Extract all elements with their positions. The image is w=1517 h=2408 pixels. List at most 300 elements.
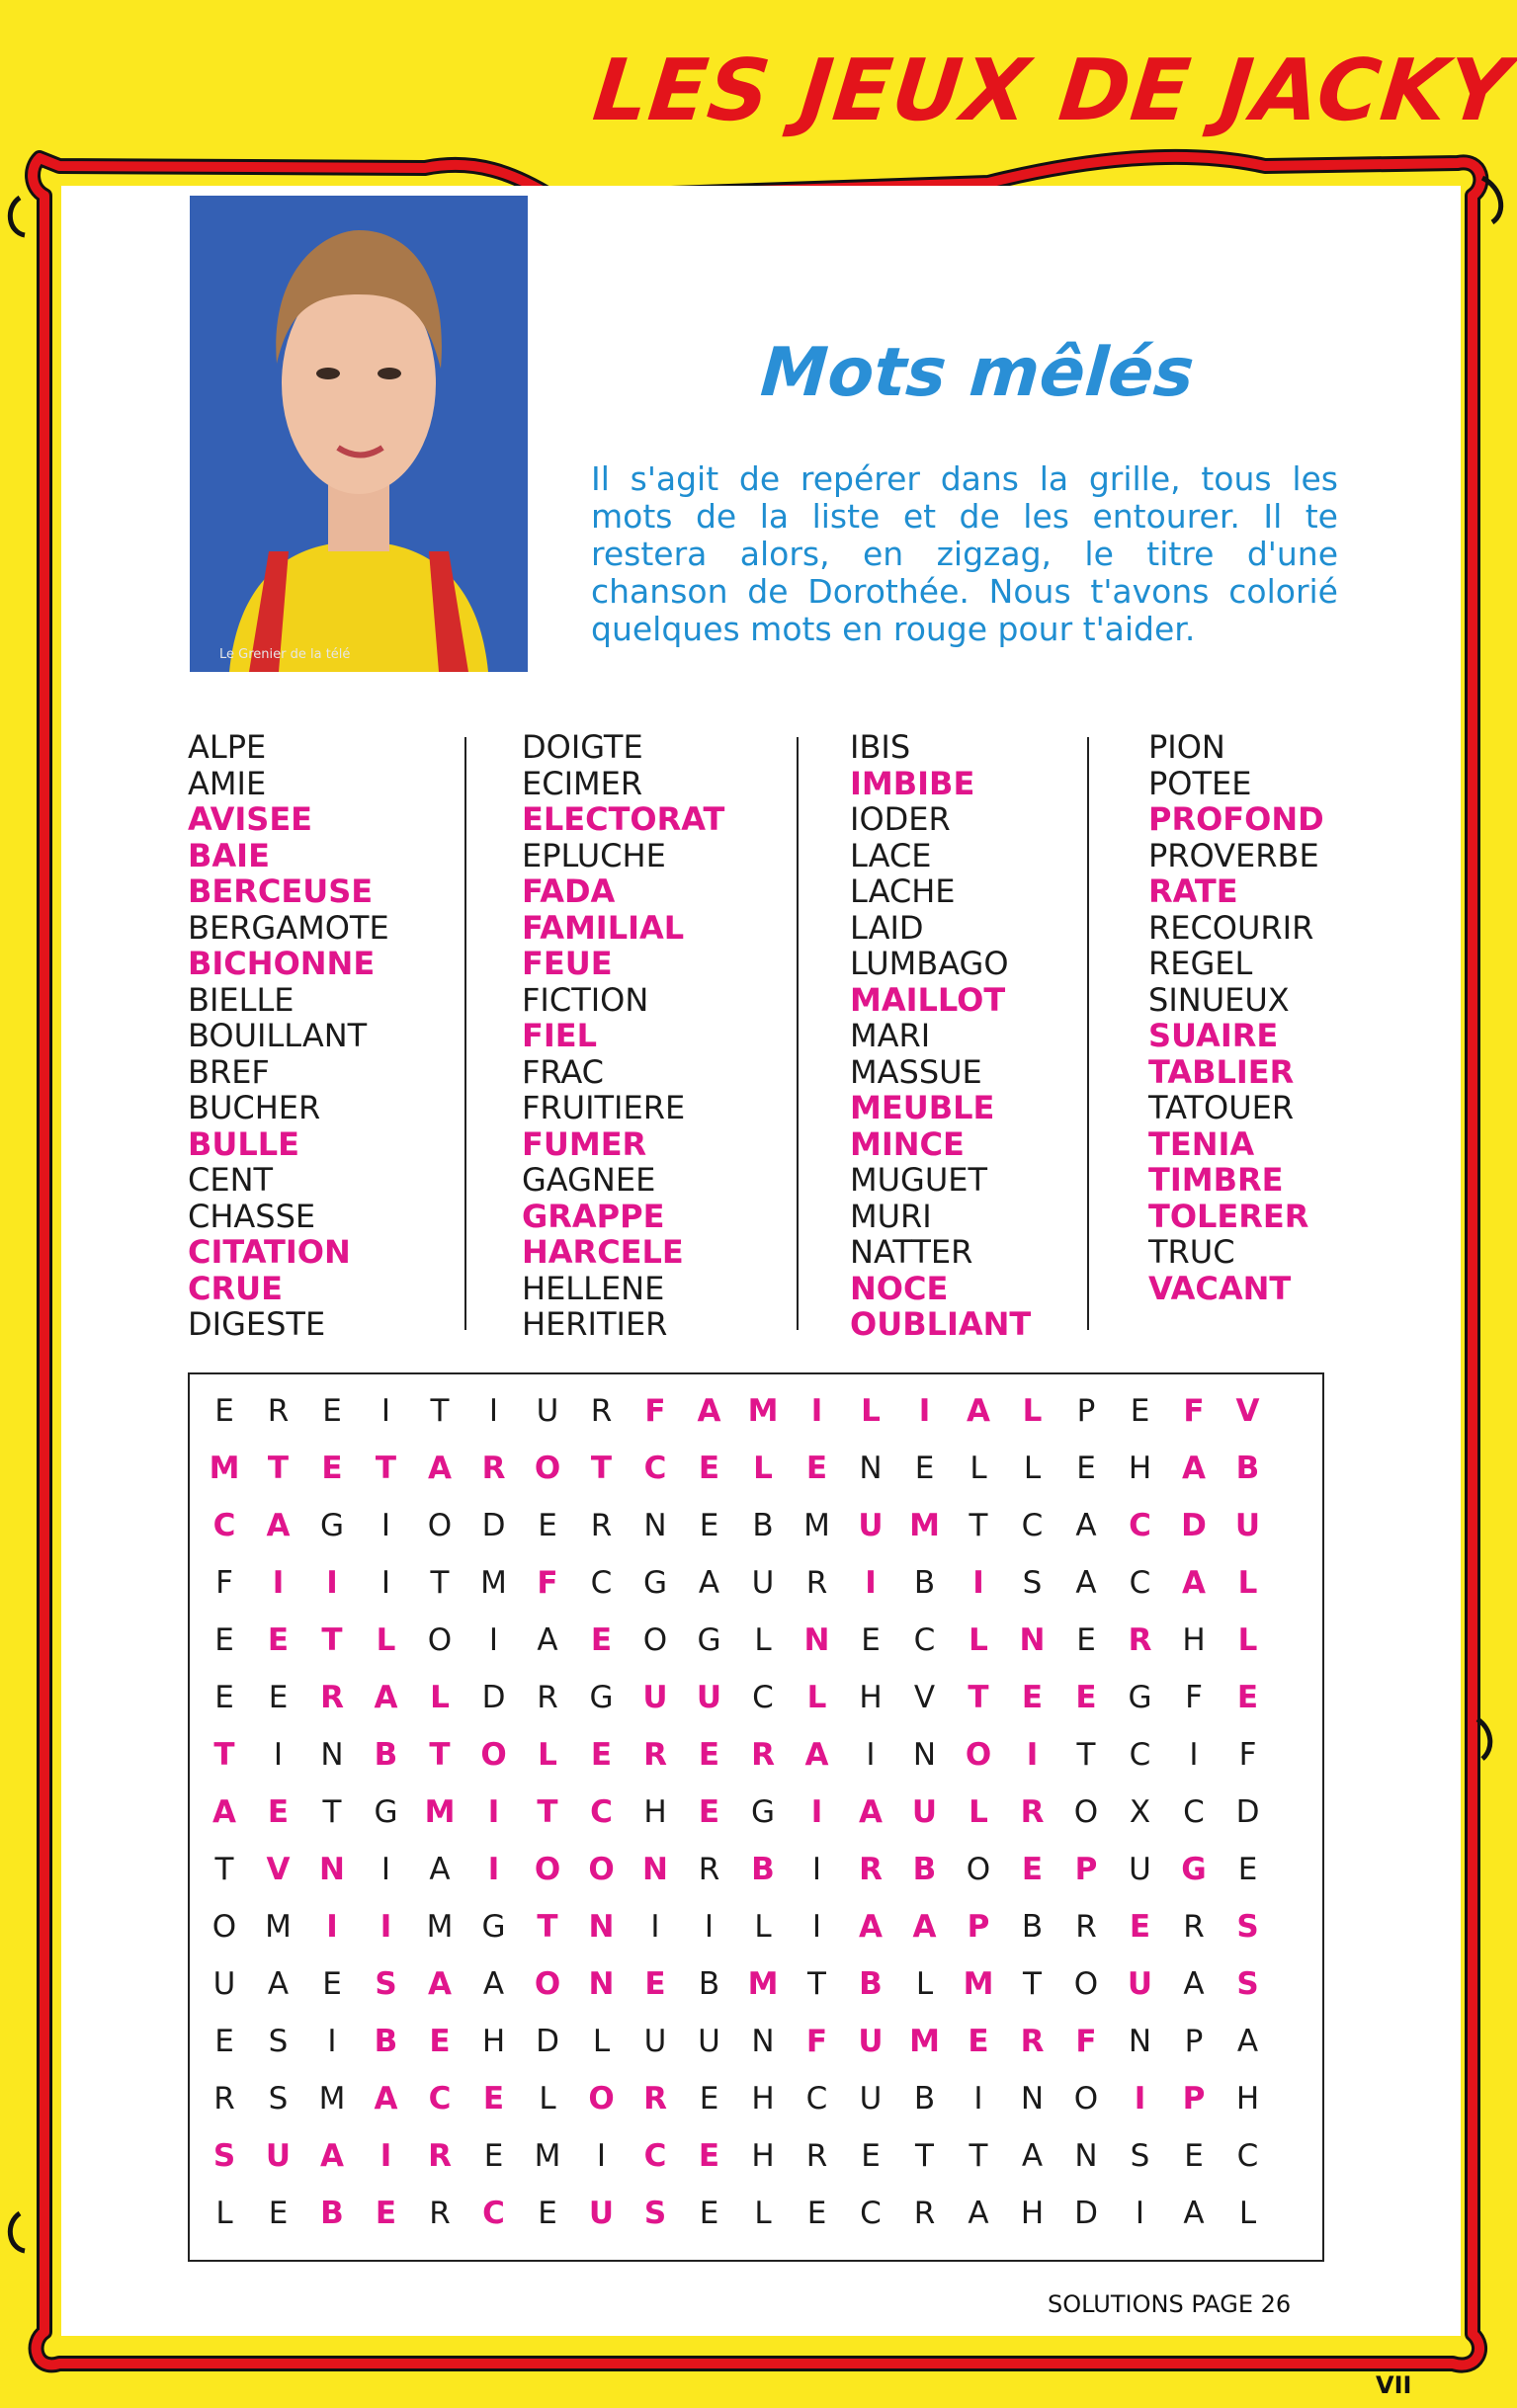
grid-letter[interactable]: O xyxy=(534,1852,561,1887)
grid-letter[interactable]: E xyxy=(1021,1680,1044,1715)
grid-letter[interactable]: P xyxy=(1076,1393,1096,1429)
grid-letter[interactable]: I xyxy=(327,2024,337,2059)
grid-letter[interactable]: M xyxy=(803,1508,830,1543)
grid-letter[interactable]: M xyxy=(480,1565,507,1601)
grid-letter[interactable]: E xyxy=(268,2196,289,2231)
grid-letter[interactable]: E xyxy=(698,1737,720,1773)
grid-letter[interactable]: R xyxy=(643,1737,667,1773)
grid-letter[interactable]: L xyxy=(754,1909,772,1945)
grid-letter[interactable]: C xyxy=(1129,1737,1151,1773)
grid-letter[interactable]: S xyxy=(212,2138,236,2174)
grid-letter[interactable]: B xyxy=(752,1508,774,1543)
grid-letter[interactable]: R xyxy=(913,2196,936,2231)
grid-letter[interactable]: T xyxy=(214,1852,234,1887)
grid-letter[interactable]: A xyxy=(429,1852,451,1887)
grid-letter[interactable]: I xyxy=(704,1909,715,1945)
grid-letter[interactable]: M xyxy=(424,1794,456,1830)
grid-letter[interactable]: E xyxy=(538,1508,557,1543)
grid-letter[interactable]: C xyxy=(212,1508,236,1543)
grid-letter[interactable]: L xyxy=(376,1622,396,1658)
grid-letter[interactable]: E xyxy=(322,1966,342,2002)
grid-letter[interactable]: T xyxy=(213,1737,235,1773)
grid-letter[interactable]: A xyxy=(212,1794,236,1830)
grid-letter[interactable]: A xyxy=(1183,2196,1205,2231)
grid-letter[interactable]: M xyxy=(534,2138,561,2174)
grid-letter[interactable]: N xyxy=(1019,1622,1046,1658)
grid-letter[interactable]: I xyxy=(488,1622,499,1658)
grid-letter[interactable]: C xyxy=(643,1451,667,1486)
grid-letter[interactable]: E xyxy=(1236,1680,1259,1715)
grid-letter[interactable]: M xyxy=(209,1451,240,1486)
grid-letter[interactable]: T xyxy=(322,1794,342,1830)
grid-letter[interactable]: E xyxy=(322,1393,342,1429)
grid-letter[interactable]: E xyxy=(1130,1393,1150,1429)
grid-letter[interactable]: T xyxy=(375,1451,397,1486)
grid-letter[interactable]: U xyxy=(698,2024,720,2059)
grid-letter[interactable]: R xyxy=(590,1508,613,1543)
grid-letter[interactable]: R xyxy=(859,1852,883,1887)
grid-letter[interactable]: I xyxy=(380,1508,391,1543)
grid-letter[interactable]: T xyxy=(1076,1737,1096,1773)
grid-letter[interactable]: C xyxy=(1021,1508,1044,1543)
grid-letter[interactable]: S xyxy=(643,2196,667,2231)
grid-letter[interactable]: A xyxy=(804,1737,829,1773)
grid-letter[interactable]: D xyxy=(1074,2196,1098,2231)
grid-letter[interactable]: I xyxy=(650,1909,660,1945)
grid-letter[interactable]: A xyxy=(428,1966,452,2002)
grid-letter[interactable]: T xyxy=(430,1565,450,1601)
grid-letter[interactable]: G xyxy=(642,1565,668,1601)
grid-letter[interactable]: O xyxy=(534,1966,561,2002)
grid-letter[interactable]: L xyxy=(1023,1451,1042,1486)
grid-letter[interactable]: H xyxy=(1235,2081,1260,2117)
grid-letter[interactable]: A xyxy=(1183,1966,1205,2002)
grid-letter[interactable]: G xyxy=(1128,1680,1152,1715)
grid-letter[interactable]: A xyxy=(267,1966,290,2002)
grid-letter[interactable]: L xyxy=(215,2196,233,2231)
grid-letter[interactable]: T xyxy=(321,1622,343,1658)
grid-letter[interactable]: E xyxy=(321,1451,343,1486)
grid-letter[interactable]: P xyxy=(1184,2024,1204,2059)
grid-letter[interactable]: R xyxy=(481,1451,506,1486)
grid-letter[interactable]: E xyxy=(1237,1852,1258,1887)
grid-letter[interactable]: S xyxy=(1022,1565,1043,1601)
grid-letter[interactable]: I xyxy=(1189,1737,1199,1773)
grid-letter[interactable]: C xyxy=(1129,1565,1151,1601)
grid-letter[interactable]: E xyxy=(429,2024,451,2059)
grid-letter[interactable]: E xyxy=(375,2196,397,2231)
grid-letter[interactable]: N xyxy=(859,1451,883,1486)
grid-letter[interactable]: S xyxy=(268,2024,289,2059)
grid-letter[interactable]: C xyxy=(643,2138,667,2174)
grid-letter[interactable]: H xyxy=(1128,1451,1152,1486)
grid-letter[interactable]: O xyxy=(1073,1966,1099,2002)
grid-letter[interactable]: B xyxy=(912,1852,937,1887)
grid-letter[interactable]: T xyxy=(1023,1966,1042,2002)
grid-letter[interactable]: A xyxy=(1236,2024,1259,2059)
grid-letter[interactable]: U xyxy=(751,1565,775,1601)
grid-letter[interactable]: A xyxy=(1182,1451,1206,1486)
grid-letter[interactable]: S xyxy=(375,1966,397,2002)
grid-letter[interactable]: E xyxy=(590,1622,613,1658)
grid-letter[interactable]: H xyxy=(481,2024,506,2059)
grid-letter[interactable]: O xyxy=(427,1622,453,1658)
grid-letter[interactable]: T xyxy=(267,1451,290,1486)
grid-letter[interactable]: R xyxy=(1183,1909,1205,1945)
grid-letter[interactable]: L xyxy=(1022,1393,1043,1429)
grid-letter[interactable]: I xyxy=(1135,2196,1145,2231)
grid-letter[interactable]: U xyxy=(642,1680,668,1715)
grid-letter[interactable]: M xyxy=(747,1966,779,2002)
grid-letter[interactable]: E xyxy=(214,1393,234,1429)
grid-letter[interactable]: R xyxy=(267,1393,290,1429)
grid-letter[interactable]: E xyxy=(214,2024,234,2059)
grid-letter[interactable]: U xyxy=(859,2081,883,2117)
grid-letter[interactable]: U xyxy=(265,2138,292,2174)
grid-letter[interactable]: H xyxy=(859,1680,883,1715)
grid-letter[interactable]: H xyxy=(1020,2196,1045,2231)
grid-letter[interactable]: I xyxy=(380,1852,391,1887)
grid-letter[interactable]: C xyxy=(1183,1794,1205,1830)
grid-letter[interactable]: B xyxy=(913,2081,936,2117)
grid-letter[interactable]: A xyxy=(537,1622,558,1658)
grid-letter[interactable]: R xyxy=(698,1852,720,1887)
grid-letter[interactable]: F xyxy=(805,2024,828,2059)
grid-letter[interactable]: N xyxy=(1020,2081,1045,2117)
grid-letter[interactable]: H xyxy=(1182,1622,1206,1658)
grid-letter[interactable]: T xyxy=(537,1794,558,1830)
grid-letter[interactable]: I xyxy=(811,1909,822,1945)
grid-letter[interactable]: O xyxy=(588,2081,615,2117)
grid-letter[interactable]: B xyxy=(320,2196,344,2231)
grid-letter[interactable]: B xyxy=(751,1852,775,1887)
grid-letter[interactable]: R xyxy=(429,2196,451,2231)
grid-letter[interactable]: F xyxy=(644,1393,666,1429)
grid-letter[interactable]: V xyxy=(266,1852,291,1887)
grid-letter[interactable]: I xyxy=(1134,2081,1146,2117)
grid-letter[interactable]: T xyxy=(915,2138,934,2174)
grid-letter[interactable]: I xyxy=(596,2138,607,2174)
grid-letter[interactable]: G xyxy=(319,1508,345,1543)
grid-letter[interactable]: F xyxy=(1183,1393,1205,1429)
grid-letter[interactable]: O xyxy=(427,1508,453,1543)
grid-letter[interactable]: G xyxy=(697,1622,721,1658)
grid-letter[interactable]: C xyxy=(428,2081,452,2117)
grid-letter[interactable]: E xyxy=(483,2138,504,2174)
grid-letter[interactable]: L xyxy=(1238,2196,1257,2231)
grid-letter[interactable]: E xyxy=(1129,1909,1151,1945)
grid-letter[interactable]: I xyxy=(972,1565,984,1601)
grid-letter[interactable]: U xyxy=(858,2024,884,2059)
grid-letter[interactable]: L xyxy=(969,1794,988,1830)
grid-letter[interactable]: R xyxy=(1075,1909,1097,1945)
grid-letter[interactable]: U xyxy=(536,1393,559,1429)
grid-letter[interactable]: R xyxy=(805,2138,828,2174)
grid-letter[interactable]: D xyxy=(481,1680,506,1715)
grid-letter[interactable]: R xyxy=(1020,1794,1045,1830)
grid-letter[interactable]: F xyxy=(537,1565,558,1601)
grid-letter[interactable]: E xyxy=(1075,1680,1097,1715)
grid-letter[interactable]: E xyxy=(861,2138,881,2174)
grid-letter[interactable]: T xyxy=(969,1508,988,1543)
grid-letter[interactable]: P xyxy=(1074,1852,1098,1887)
grid-letter[interactable]: C xyxy=(590,1794,613,1830)
grid-letter[interactable]: V xyxy=(913,1680,936,1715)
grid-letter[interactable]: O xyxy=(966,1852,991,1887)
grid-letter[interactable]: U xyxy=(588,2196,615,2231)
grid-letter[interactable]: A xyxy=(967,1393,990,1429)
grid-letter[interactable]: M xyxy=(747,1393,779,1429)
grid-letter[interactable]: E xyxy=(1021,1852,1044,1887)
grid-letter[interactable]: I xyxy=(488,1393,499,1429)
grid-letter[interactable]: R xyxy=(1128,1622,1152,1658)
grid-letter[interactable]: F xyxy=(1238,1737,1257,1773)
grid-letter[interactable]: I xyxy=(273,1737,284,1773)
grid-letter[interactable]: M xyxy=(426,1909,454,1945)
grid-letter[interactable]: D xyxy=(481,1508,506,1543)
grid-letter[interactable]: L xyxy=(753,1451,773,1486)
grid-letter[interactable]: D xyxy=(1181,1508,1207,1543)
grid-letter[interactable]: E xyxy=(214,1680,234,1715)
grid-letter[interactable]: C xyxy=(482,2196,505,2231)
grid-letter[interactable]: A xyxy=(482,1966,505,2002)
grid-letter[interactable]: E xyxy=(267,1794,290,1830)
grid-letter[interactable]: S xyxy=(1236,1909,1259,1945)
grid-letter[interactable]: H xyxy=(643,1794,667,1830)
grid-letter[interactable]: A xyxy=(320,2138,344,2174)
grid-letter[interactable]: A xyxy=(968,2196,989,2231)
grid-letter[interactable]: A xyxy=(374,2081,398,2117)
grid-letter[interactable]: N xyxy=(803,1622,830,1658)
grid-letter[interactable]: I xyxy=(272,1565,285,1601)
grid-letter[interactable]: I xyxy=(380,1565,391,1601)
grid-letter[interactable]: A xyxy=(1182,1565,1206,1601)
grid-letter[interactable]: M xyxy=(963,1966,994,2002)
grid-letter[interactable]: N xyxy=(912,1737,937,1773)
grid-letter[interactable]: E xyxy=(538,2196,557,2231)
grid-letter[interactable]: H xyxy=(751,2081,775,2117)
grid-letter[interactable]: N xyxy=(588,1909,615,1945)
grid-letter[interactable]: I xyxy=(866,1737,876,1773)
grid-letter[interactable]: O xyxy=(211,1909,237,1945)
grid-letter[interactable]: B xyxy=(859,1966,883,2002)
grid-letter[interactable]: B xyxy=(374,1737,398,1773)
grid-letter[interactable]: E xyxy=(268,1680,289,1715)
grid-letter[interactable]: T xyxy=(429,1737,451,1773)
grid-letter[interactable]: U xyxy=(1129,1852,1151,1887)
grid-letter[interactable]: L xyxy=(969,1451,987,1486)
grid-letter[interactable]: E xyxy=(914,1451,935,1486)
grid-letter[interactable]: C xyxy=(913,1622,936,1658)
grid-letter[interactable]: A xyxy=(697,1393,721,1429)
grid-letter[interactable]: A xyxy=(859,1794,883,1830)
grid-letter[interactable]: E xyxy=(699,1508,719,1543)
grid-letter[interactable]: L xyxy=(861,1393,881,1429)
grid-letter[interactable]: O xyxy=(1073,1794,1099,1830)
grid-letter[interactable]: L xyxy=(1237,1622,1258,1658)
grid-letter[interactable]: N xyxy=(1128,2024,1152,2059)
grid-letter[interactable]: G xyxy=(1181,1852,1207,1887)
grid-letter[interactable]: E xyxy=(1184,2138,1204,2174)
grid-letter[interactable]: N xyxy=(751,2024,775,2059)
grid-letter[interactable]: B xyxy=(1021,1909,1044,1945)
grid-letter[interactable]: R xyxy=(1020,2024,1045,2059)
grid-letter[interactable]: I xyxy=(973,2081,983,2117)
grid-letter[interactable]: B xyxy=(913,1565,936,1601)
grid-letter[interactable]: A xyxy=(698,1565,720,1601)
grid-letter[interactable]: D xyxy=(536,2024,559,2059)
grid-letter[interactable]: D xyxy=(1235,1794,1260,1830)
grid-letter[interactable]: G xyxy=(481,1909,506,1945)
grid-letter[interactable]: I xyxy=(326,1565,338,1601)
grid-letter[interactable]: M xyxy=(318,2081,346,2117)
grid-letter[interactable]: L xyxy=(806,1680,827,1715)
grid-letter[interactable]: A xyxy=(266,1508,291,1543)
grid-letter[interactable]: T xyxy=(430,1393,450,1429)
grid-letter[interactable]: B xyxy=(698,1966,720,2002)
grid-letter[interactable]: N xyxy=(642,1852,668,1887)
grid-letter[interactable]: U xyxy=(212,1966,236,2002)
grid-letter[interactable]: L xyxy=(592,2024,611,2059)
grid-letter[interactable]: I xyxy=(487,1794,500,1830)
grid-letter[interactable]: I xyxy=(918,1393,931,1429)
grid-letter[interactable]: A xyxy=(374,1680,398,1715)
grid-letter[interactable]: I xyxy=(326,1909,338,1945)
grid-letter[interactable]: F xyxy=(1185,1680,1203,1715)
grid-letter[interactable]: P xyxy=(967,1909,990,1945)
grid-letter[interactable]: E xyxy=(699,2196,719,2231)
grid-letter[interactable]: R xyxy=(805,1565,828,1601)
grid-letter[interactable]: N xyxy=(1074,2138,1098,2174)
grid-letter[interactable]: G xyxy=(374,1794,398,1830)
grid-letter[interactable]: F xyxy=(215,1565,233,1601)
grid-letter[interactable]: C xyxy=(860,2196,882,2231)
grid-letter[interactable]: T xyxy=(968,1680,989,1715)
grid-letter[interactable]: S xyxy=(268,2081,289,2117)
grid-letter[interactable]: A xyxy=(1075,1565,1097,1601)
grid-letter[interactable]: B xyxy=(1235,1451,1260,1486)
grid-letter[interactable]: E xyxy=(861,1622,881,1658)
grid-letter[interactable]: U xyxy=(911,1794,938,1830)
grid-letter[interactable]: U xyxy=(643,2024,667,2059)
grid-letter[interactable]: U xyxy=(858,1508,884,1543)
grid-letter[interactable]: E xyxy=(1076,1622,1096,1658)
grid-letter[interactable]: R xyxy=(590,1393,613,1429)
grid-letter[interactable]: L xyxy=(539,2081,556,2117)
grid-letter[interactable]: E xyxy=(482,2081,505,2117)
grid-letter[interactable]: I xyxy=(1026,1737,1039,1773)
grid-letter[interactable]: C xyxy=(1236,2138,1259,2174)
grid-letter[interactable]: U xyxy=(1234,1508,1261,1543)
grid-letter[interactable]: C xyxy=(752,1680,774,1715)
grid-letter[interactable]: R xyxy=(751,1737,775,1773)
grid-letter[interactable]: N xyxy=(643,1508,667,1543)
grid-letter[interactable]: A xyxy=(428,1451,452,1486)
grid-letter[interactable]: M xyxy=(909,2024,940,2059)
grid-letter[interactable]: C xyxy=(590,1565,613,1601)
grid-letter[interactable]: I xyxy=(487,1852,500,1887)
grid-letter[interactable]: E xyxy=(698,1794,720,1830)
grid-letter[interactable]: T xyxy=(590,1451,613,1486)
grid-letter[interactable]: I xyxy=(810,1794,823,1830)
grid-letter[interactable]: E xyxy=(698,2138,720,2174)
grid-letter[interactable]: N xyxy=(320,1737,344,1773)
grid-letter[interactable]: A xyxy=(912,1909,937,1945)
grid-letter[interactable]: R xyxy=(213,2081,235,2117)
grid-letter[interactable]: E xyxy=(590,1737,613,1773)
grid-letter[interactable]: L xyxy=(915,1966,934,2002)
grid-letter[interactable]: I xyxy=(379,2138,392,2174)
grid-letter[interactable]: O xyxy=(965,1737,992,1773)
grid-letter[interactable]: G xyxy=(589,1680,614,1715)
grid-letter[interactable]: V xyxy=(1235,1393,1260,1429)
grid-letter[interactable]: N xyxy=(588,1966,615,2002)
grid-letter[interactable]: A xyxy=(859,1909,883,1945)
grid-letter[interactable]: U xyxy=(696,1680,722,1715)
grid-letter[interactable]: E xyxy=(698,1451,720,1486)
grid-letter[interactable]: E xyxy=(644,1966,666,2002)
grid-letter[interactable]: U xyxy=(1127,1966,1153,2002)
grid-letter[interactable]: F xyxy=(1075,2024,1097,2059)
grid-letter[interactable]: G xyxy=(750,1794,776,1830)
grid-letter[interactable]: O xyxy=(480,1737,507,1773)
grid-letter[interactable]: I xyxy=(865,1565,877,1601)
grid-letter[interactable]: O xyxy=(534,1451,561,1486)
grid-letter[interactable]: T xyxy=(969,2138,988,2174)
grid-letter[interactable]: A xyxy=(1021,2138,1044,2174)
grid-letter[interactable]: E xyxy=(1076,1451,1096,1486)
grid-letter[interactable]: L xyxy=(430,1680,450,1715)
grid-letter[interactable]: A xyxy=(1075,1508,1097,1543)
grid-letter[interactable]: O xyxy=(1073,2081,1099,2117)
grid-letter[interactable]: I xyxy=(380,1393,391,1429)
grid-letter[interactable]: E xyxy=(806,2196,827,2231)
grid-letter[interactable]: E xyxy=(214,1622,234,1658)
grid-letter[interactable]: I xyxy=(811,1852,822,1887)
grid-letter[interactable]: E xyxy=(805,1451,828,1486)
grid-letter[interactable]: E xyxy=(267,1622,290,1658)
grid-letter[interactable]: L xyxy=(969,1622,988,1658)
grid-letter[interactable]: I xyxy=(810,1393,823,1429)
grid-letter[interactable]: E xyxy=(968,2024,989,2059)
grid-letter[interactable]: T xyxy=(537,1909,558,1945)
grid-letter[interactable]: X xyxy=(1129,1794,1151,1830)
grid-letter[interactable]: L xyxy=(1237,1565,1258,1601)
grid-letter[interactable]: L xyxy=(754,2196,772,2231)
grid-letter[interactable]: C xyxy=(1129,1508,1151,1543)
grid-letter[interactable]: T xyxy=(807,1966,826,2002)
grid-letter[interactable]: S xyxy=(1130,2138,1150,2174)
grid-letter[interactable]: R xyxy=(537,1680,558,1715)
grid-letter[interactable]: O xyxy=(588,1852,615,1887)
grid-letter[interactable]: M xyxy=(265,1909,292,1945)
grid-letter[interactable]: L xyxy=(538,1737,557,1773)
grid-letter[interactable]: E xyxy=(699,2081,719,2117)
grid-letter[interactable]: I xyxy=(379,1909,392,1945)
grid-letter[interactable]: C xyxy=(805,2081,828,2117)
grid-letter[interactable]: R xyxy=(428,2138,452,2174)
grid-letter[interactable]: M xyxy=(909,1508,940,1543)
grid-letter[interactable]: H xyxy=(751,2138,775,2174)
grid-letter[interactable]: L xyxy=(754,1622,772,1658)
grid-letter[interactable]: P xyxy=(1182,2081,1206,2117)
grid-letter[interactable]: R xyxy=(320,1680,344,1715)
grid-letter[interactable]: O xyxy=(642,1622,668,1658)
grid-letter[interactable]: N xyxy=(319,1852,345,1887)
grid-letter[interactable]: R xyxy=(643,2081,667,2117)
grid-letter[interactable]: B xyxy=(374,2024,398,2059)
grid-letter[interactable]: S xyxy=(1236,1966,1259,2002)
